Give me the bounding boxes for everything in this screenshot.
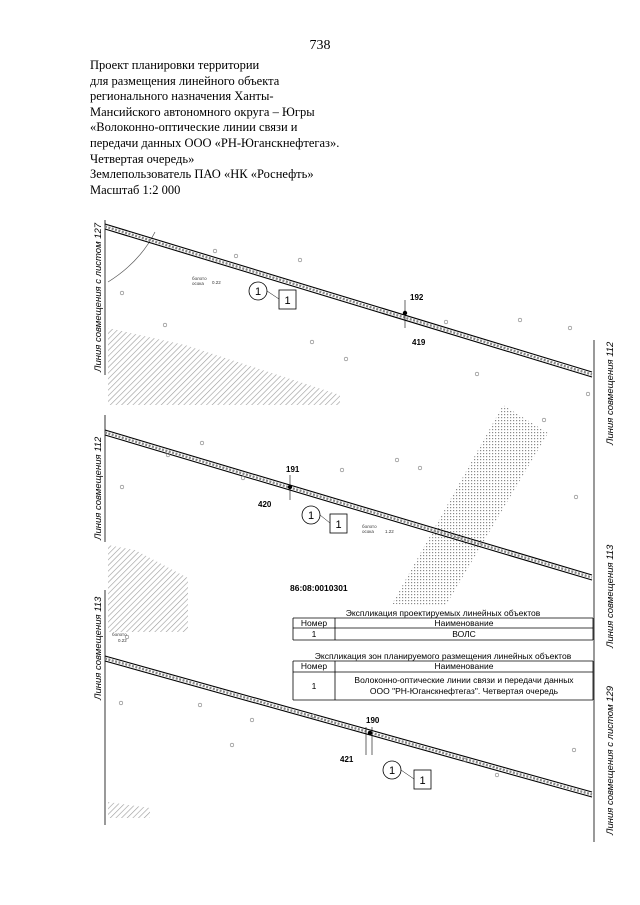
title-line: для размещения линейного объекта (90, 73, 280, 88)
point-label-419: 419 (412, 338, 426, 347)
table1-cell: ВОЛС (452, 629, 476, 639)
svg-text:1: 1 (419, 775, 426, 787)
table2-cell: ООО "РН-Юганскнефтегаз". Четвертая очередь (369, 686, 559, 696)
table2-header-name: Наименование (434, 661, 494, 671)
point-label-191: 191 (286, 465, 300, 474)
panel-1 (105, 220, 592, 405)
table2-cell: Волоконно-оптические линии связи и передачи данных (354, 675, 574, 685)
match-label-right-3: Линия совмещения с листом 129 (605, 685, 616, 835)
point-label-421: 421 (340, 755, 354, 764)
title-line: Проект планировки территории (90, 58, 260, 72)
title-line: регионального назначения Ханты- (90, 89, 274, 104)
svg-text:0.22: 0.22 (212, 280, 221, 285)
title-line: Землепользователь ПАО «НК «Роснефть» (90, 167, 314, 182)
match-label-left-1: Линия совмещения с листом 127 (93, 222, 104, 372)
svg-text:0.22: 0.22 (118, 638, 127, 643)
hatched-zone (108, 545, 188, 632)
match-label-right-2: Линия совмещения 113 (605, 544, 616, 648)
svg-text:1: 1 (388, 765, 396, 777)
svg-text:1: 1 (284, 295, 291, 307)
table2-cell: 1 (311, 681, 317, 691)
title-line: «Волоконно-оптические линии связи и (90, 120, 298, 135)
table1-cell: 1 (311, 629, 317, 639)
svg-text:болото: болото (362, 524, 377, 529)
point-label-192: 192 (410, 293, 424, 302)
table2-title: Экспликация зон планируемого размещения линейных объектов (314, 651, 572, 661)
table1-header-number: Номер (300, 618, 328, 628)
table1-header-name: Наименование (434, 618, 494, 628)
svg-text:1: 1 (254, 286, 262, 298)
svg-text:1.22: 1.22 (385, 529, 394, 534)
scale-label: Масштаб 1:2 000 (90, 182, 181, 197)
point-label-420: 420 (258, 500, 272, 509)
match-label-left-3: Линия совмещения 113 (93, 596, 104, 700)
title-line: Четвертая очередь» (90, 151, 195, 166)
boundary-curve (108, 232, 155, 282)
table1-title: Экспликация проектируемых линейных объектов (345, 608, 541, 618)
dotted-zone (392, 405, 548, 605)
svg-text:болото: болото (192, 276, 207, 281)
table-projected-objects (293, 607, 593, 641)
svg-text:болото: болото (112, 632, 127, 637)
svg-text:1: 1 (335, 519, 342, 531)
table-placement-zones (293, 650, 593, 702)
hatched-zone (108, 328, 340, 405)
match-label-right-1: Линия совмещения 112 (605, 341, 616, 445)
svg-text:1: 1 (307, 510, 315, 522)
survey-point (368, 731, 372, 735)
point-label-190: 190 (366, 716, 380, 725)
svg-text:осока: осока (192, 281, 204, 286)
table2-header-number: Номер (300, 661, 328, 671)
page-number: 738 (309, 38, 331, 53)
match-label-left-2: Линия совмещения 112 (93, 436, 104, 540)
title-line: передачи данных ООО «РН-Юганскнефтегаз». (90, 135, 340, 150)
svg-text:осока: осока (362, 529, 374, 534)
cadastral-number: 86:08:0010301 (290, 583, 348, 593)
title-line: Мансийского автономного округа – Югры (90, 104, 315, 119)
hatched-zone (108, 802, 150, 818)
